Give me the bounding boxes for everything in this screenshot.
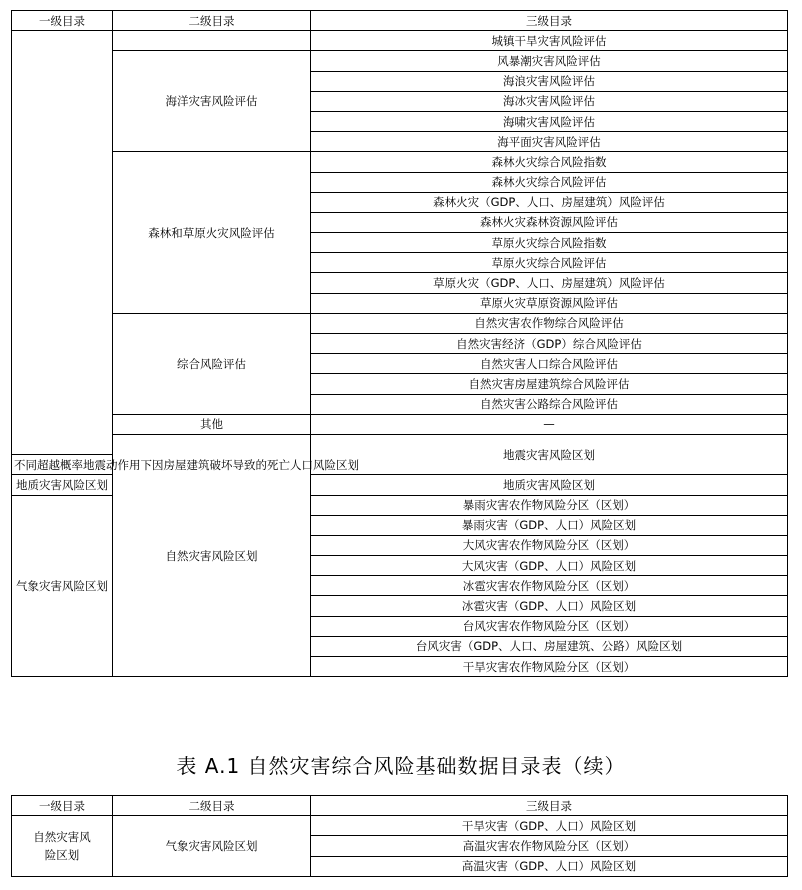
level3-cell: 草原火灾综合风险指数 [311,233,788,253]
level3-cell: 暴雨灾害（GDP、人口）风险区划 [311,515,788,535]
level3-cell: — [311,414,788,434]
level3-cell: 城镇干旱灾害风险评估 [311,31,788,51]
level3-cell: 森林火灾（GDP、人口、房屋建筑）风险评估 [311,192,788,212]
table-header-row [12,796,788,816]
level3-cell: 暴雨灾害农作物风险分区（区划） [311,495,788,515]
level3-cell: 干旱灾害（GDP、人口）风险区划 [311,816,788,836]
level3-cell: 台风灾害（GDP、人口、房屋建筑、公路）风险区划 [311,636,788,656]
table-row [12,313,788,333]
table-row [12,816,788,836]
header-level2: 二级目录 [113,11,311,31]
header-level3: 三级目录 [311,796,788,816]
level3-cell: 冰雹灾害农作物风险分区（区划） [311,576,788,596]
table-row [12,51,788,71]
table-header-row [12,11,788,31]
level2-cell: 气象灾害风险区划 [113,816,311,877]
level3-cell: 自然灾害房屋建筑综合风险评估 [311,374,788,394]
level2-cell [113,31,311,51]
level3-cell: 海浪灾害风险评估 [311,71,788,91]
header-level1: 一级目录 [12,796,113,816]
level3-cell: 不同超越概率地震动作用下因房屋建筑破坏导致的死亡人口风险区划 [12,455,113,475]
level3-cell: 高温灾害农作物风险分区（区划） [311,836,788,856]
table-row [12,31,788,51]
level3-cell: 自然灾害人口综合风险评估 [311,354,788,374]
level3-cell: 海冰灾害风险评估 [311,91,788,111]
level2-cell: 综合风险评估 [113,313,311,414]
level1-cell: 自然灾害风险区划 [12,816,113,877]
level2-cell: 地震灾害风险区划 [311,434,788,474]
catalog-table-continued [11,795,788,877]
table-row [12,414,788,434]
level3-cell: 草原火灾（GDP、人口、房屋建筑）风险评估 [311,273,788,293]
level3-cell: 冰雹灾害（GDP、人口）风险区划 [311,596,788,616]
level3-cell: 高温灾害（GDP、人口）风险区划 [311,856,788,876]
level3-cell: 海平面灾害风险评估 [311,132,788,152]
level3-cell: 干旱灾害农作物风险分区（区划） [311,657,788,677]
level3-cell: 草原火灾综合风险评估 [311,253,788,273]
level3-cell: 森林火灾综合风险评估 [311,172,788,192]
level2-cell: 森林和草原火灾风险评估 [113,152,311,314]
level2-cell: 海洋灾害风险评估 [113,51,311,152]
level3-cell: 自然灾害农作物综合风险评估 [311,313,788,333]
level2-cell: 地质灾害风险区划 [12,475,113,495]
table-row [12,152,788,172]
table-row [12,434,788,454]
level1-cell: 自然灾害风险区划 [113,434,311,676]
level3-cell: 风暴潮灾害风险评估 [311,51,788,71]
table-caption: 表 A.1 自然灾害综合风险基础数据目录表（续） [176,754,626,778]
level2-cell: 气象灾害风险区划 [12,495,113,677]
level1-cell-empty [12,31,113,455]
level3-cell: 自然灾害公路综合风险评估 [311,394,788,414]
header-level3: 三级目录 [311,11,788,31]
header-level1: 一级目录 [12,11,113,31]
level3-cell: 大风灾害农作物风险分区（区划） [311,535,788,555]
level3-cell: 森林火灾森林资源风险评估 [311,212,788,232]
catalog-table-main [11,10,788,677]
level3-cell: 自然灾害经济（GDP）综合风险评估 [311,334,788,354]
level3-cell: 大风灾害（GDP、人口）风险区划 [311,556,788,576]
level3-cell: 地质灾害风险区划 [311,475,788,495]
level3-cell: 海啸灾害风险评估 [311,111,788,131]
level3-cell: 森林火灾综合风险指数 [311,152,788,172]
level3-cell: 台风灾害农作物风险分区（区划） [311,616,788,636]
level2-cell: 其他 [113,414,311,434]
header-level2: 二级目录 [113,796,311,816]
level3-cell: 草原火灾草原资源风险评估 [311,293,788,313]
